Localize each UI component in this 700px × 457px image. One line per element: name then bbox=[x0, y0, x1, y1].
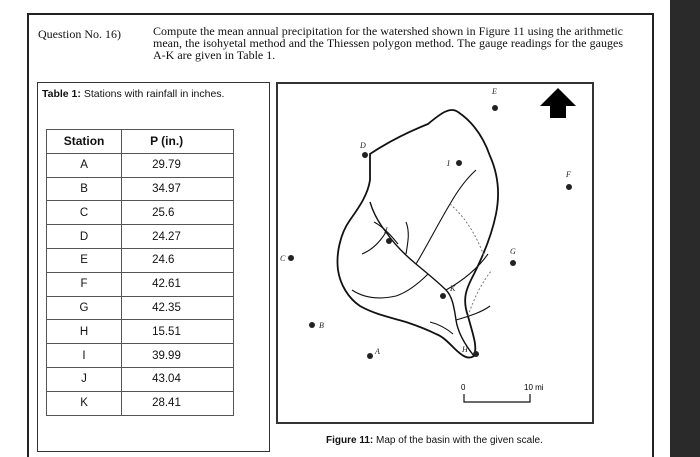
station-marker bbox=[367, 353, 373, 359]
figure-caption-label: Figure 11: bbox=[326, 435, 374, 446]
table-row bbox=[47, 367, 234, 391]
cell-station: F bbox=[47, 272, 122, 296]
cell-precip: 28.41 bbox=[122, 391, 234, 415]
station-marker bbox=[309, 322, 315, 328]
table-row bbox=[47, 201, 234, 225]
cell-precip: 42.61 bbox=[122, 272, 234, 296]
header-precipitation: P (in.) bbox=[122, 130, 234, 154]
table-caption-text: Stations with rainfall in inches. bbox=[80, 88, 225, 100]
basin-map bbox=[278, 84, 592, 422]
figure-caption bbox=[326, 435, 543, 446]
cell-station: G bbox=[47, 296, 122, 320]
cell-precip: 29.79 bbox=[122, 153, 234, 177]
table-row bbox=[47, 391, 234, 415]
table-row bbox=[47, 344, 234, 368]
cell-station: J bbox=[47, 367, 122, 391]
table-row bbox=[47, 177, 234, 201]
table-row bbox=[47, 320, 234, 344]
station-label-h: H bbox=[462, 345, 468, 354]
cell-precip: 39.99 bbox=[122, 344, 234, 368]
table-caption-label: Table 1: bbox=[42, 88, 81, 100]
station-marker bbox=[440, 293, 446, 299]
cell-station: B bbox=[47, 177, 122, 201]
table-caption bbox=[42, 88, 252, 101]
cell-precip: 43.04 bbox=[122, 367, 234, 391]
cell-station: H bbox=[47, 320, 122, 344]
cell-precip: 24.6 bbox=[122, 248, 234, 272]
station-label-g: G bbox=[510, 247, 516, 256]
station-label-f: F bbox=[566, 170, 571, 179]
station-label-e: E bbox=[492, 87, 497, 96]
table-row bbox=[47, 153, 234, 177]
cell-station: A bbox=[47, 153, 122, 177]
rainfall-table bbox=[46, 129, 234, 416]
station-marker bbox=[386, 238, 392, 244]
cell-precip: 42.35 bbox=[122, 296, 234, 320]
table-header-row bbox=[47, 130, 234, 154]
table-row bbox=[47, 272, 234, 296]
scale-end-label: 10 mi bbox=[524, 383, 544, 392]
station-marker bbox=[456, 160, 462, 166]
station-label-k: K bbox=[450, 284, 456, 293]
cell-station: E bbox=[47, 248, 122, 272]
station-marker bbox=[288, 255, 294, 261]
station-label-d: D bbox=[360, 141, 366, 150]
cell-precip: 25.6 bbox=[122, 201, 234, 225]
north-arrow-icon bbox=[540, 88, 576, 118]
table-row bbox=[47, 225, 234, 249]
table-row bbox=[47, 248, 234, 272]
cell-precip: 15.51 bbox=[122, 320, 234, 344]
dotted-divide bbox=[450, 204, 492, 316]
table-row bbox=[47, 296, 234, 320]
tributaries bbox=[352, 170, 490, 334]
station-label-c: C bbox=[280, 254, 286, 263]
cell-station: I bbox=[47, 344, 122, 368]
station-marker bbox=[473, 351, 479, 357]
scale-zero-label: 0 bbox=[461, 383, 466, 392]
station-label-i: I bbox=[447, 159, 450, 168]
question-text: Compute the mean annual precipitation for the watershed shown in Figure 11 using the arithmetic mean, the isohyetal method and the Thiessen polygon method. The gauge readings for the gauges A-K are given in Table 1. bbox=[153, 24, 623, 62]
station-markers bbox=[288, 105, 572, 359]
cell-station: C bbox=[47, 201, 122, 225]
station-labels bbox=[280, 87, 571, 356]
figure-caption-text: Map of the basin with the given scale. bbox=[373, 435, 543, 446]
header-station: Station bbox=[47, 130, 122, 154]
station-marker bbox=[492, 105, 498, 111]
cell-station: D bbox=[47, 225, 122, 249]
question-number: Question No. 16) bbox=[38, 27, 121, 41]
background-edge bbox=[670, 0, 700, 457]
station-label-j: J bbox=[384, 226, 388, 235]
scale-bar bbox=[461, 383, 544, 402]
station-label-b: B bbox=[319, 321, 324, 330]
cell-precip: 34.97 bbox=[122, 177, 234, 201]
station-marker bbox=[566, 184, 572, 190]
station-marker bbox=[510, 260, 516, 266]
station-marker bbox=[362, 152, 368, 158]
station-label-a: A bbox=[375, 347, 380, 356]
cell-precip: 24.27 bbox=[122, 225, 234, 249]
cell-station: K bbox=[47, 391, 122, 415]
